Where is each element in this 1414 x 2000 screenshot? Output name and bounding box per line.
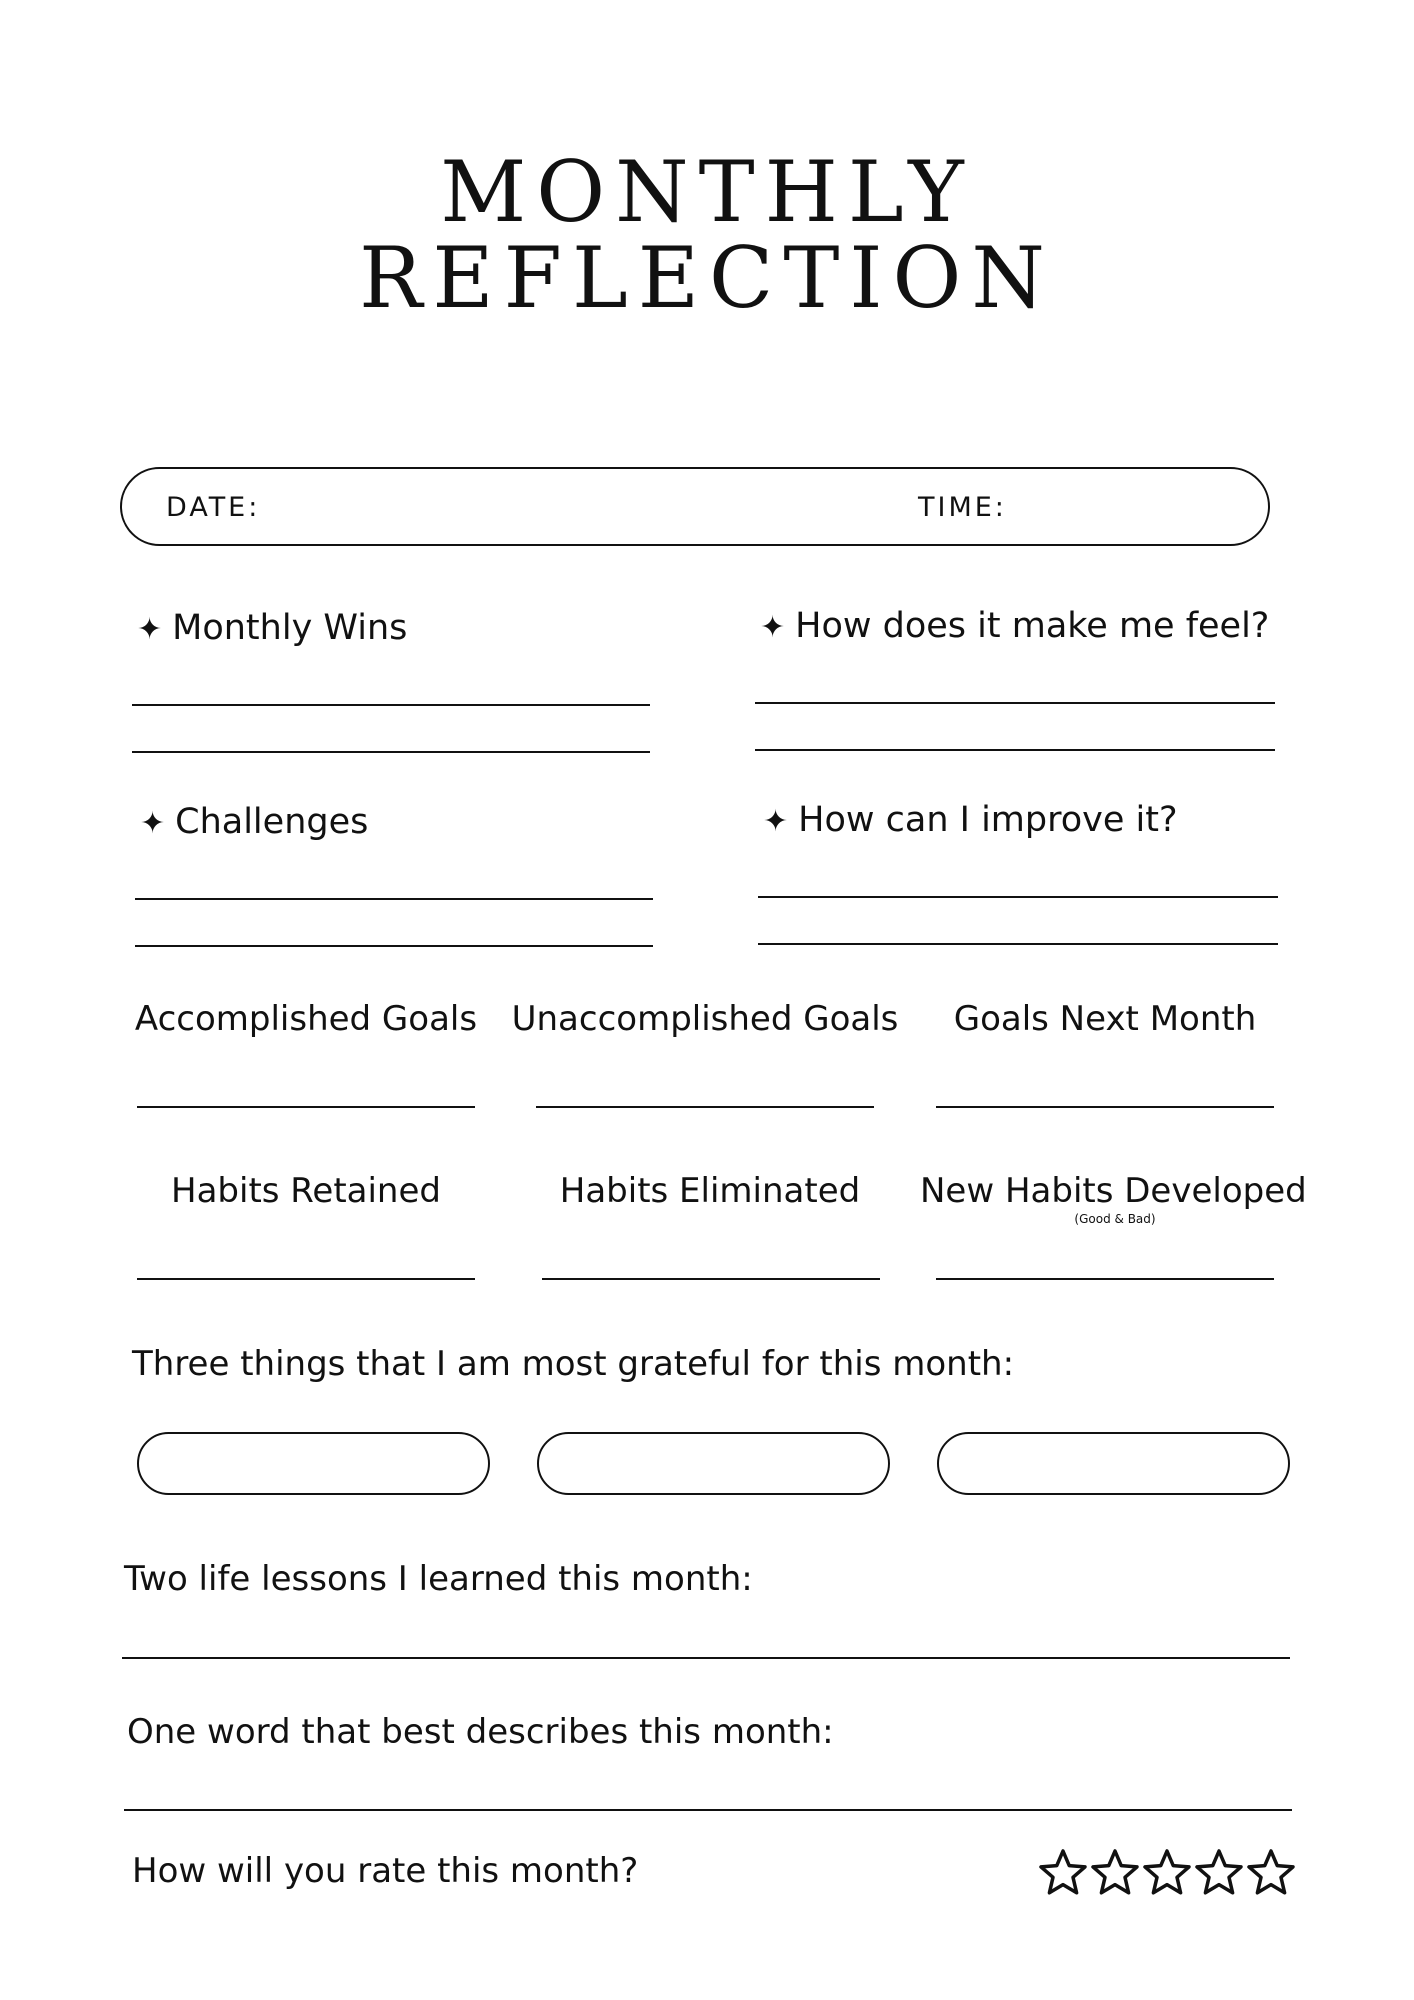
challenges-line-2[interactable]: [135, 945, 653, 947]
sparkle-icon: ✦: [760, 610, 786, 645]
goals-next-month-label: Goals Next Month: [953, 999, 1257, 1039]
feel-line-2[interactable]: [755, 749, 1275, 751]
star-outline-icon[interactable]: [1038, 1848, 1088, 1896]
rate-prompt: How will you rate this month?: [132, 1851, 639, 1891]
accomplished-goals-label: Accomplished Goals: [134, 999, 478, 1039]
habits-eliminated-label: Habits Eliminated: [559, 1171, 861, 1211]
new-habits-label: New Habits Developed: [920, 1171, 1307, 1211]
page-title-line-1: MONTHLY: [440, 143, 974, 241]
monthly-wins-line-2[interactable]: [132, 751, 650, 753]
habits-retained-line[interactable]: [137, 1278, 475, 1280]
new-habits-note: (Good & Bad): [1074, 1212, 1156, 1226]
grateful-field-3[interactable]: [937, 1432, 1290, 1495]
challenges-heading: [140, 802, 368, 842]
page-title-line-2: REFLECTION: [359, 229, 1055, 327]
sparkle-icon: ✦: [763, 804, 789, 839]
unaccomplished-goals-line[interactable]: [536, 1106, 874, 1108]
improve-label: How can I improve it?: [798, 800, 1178, 840]
monthly-wins-line-1[interactable]: [132, 704, 650, 706]
star-outline-icon[interactable]: [1246, 1848, 1296, 1896]
challenges-label: Challenges: [175, 802, 369, 842]
life-lessons-prompt: Two life lessons I learned this month:: [124, 1559, 753, 1599]
rating-stars[interactable]: [1038, 1848, 1296, 1896]
grateful-prompt: Three things that I am most grateful for this month:: [132, 1344, 1015, 1384]
grateful-field-1[interactable]: [137, 1432, 490, 1495]
new-habits-line[interactable]: [936, 1278, 1274, 1280]
habits-retained-label: Habits Retained: [171, 1171, 441, 1211]
unaccomplished-goals-label: Unaccomplished Goals: [511, 999, 899, 1039]
habits-eliminated-line[interactable]: [542, 1278, 880, 1280]
date-label: DATE:: [166, 492, 261, 523]
grateful-field-2[interactable]: [537, 1432, 890, 1495]
date-time-field[interactable]: [120, 467, 1270, 546]
star-outline-icon[interactable]: [1142, 1848, 1192, 1896]
improve-heading: [763, 800, 1178, 840]
feel-heading: [760, 606, 1269, 646]
accomplished-goals-line[interactable]: [137, 1106, 475, 1108]
improve-line-2[interactable]: [758, 943, 1278, 945]
life-lessons-line[interactable]: [122, 1657, 1290, 1659]
goals-next-month-line[interactable]: [936, 1106, 1274, 1108]
monthly-wins-label: Monthly Wins: [172, 608, 408, 648]
one-word-prompt: One word that best describes this month:: [127, 1712, 834, 1752]
time-label: TIME:: [918, 492, 1007, 523]
feel-line-1[interactable]: [755, 702, 1275, 704]
sparkle-icon: ✦: [137, 612, 163, 647]
monthly-wins-heading: [137, 608, 407, 648]
improve-line-1[interactable]: [758, 896, 1278, 898]
one-word-line[interactable]: [124, 1809, 1292, 1811]
feel-label: How does it make me feel?: [795, 606, 1270, 646]
star-outline-icon[interactable]: [1090, 1848, 1140, 1896]
challenges-line-1[interactable]: [135, 898, 653, 900]
star-outline-icon[interactable]: [1194, 1848, 1244, 1896]
sparkle-icon: ✦: [140, 806, 166, 841]
